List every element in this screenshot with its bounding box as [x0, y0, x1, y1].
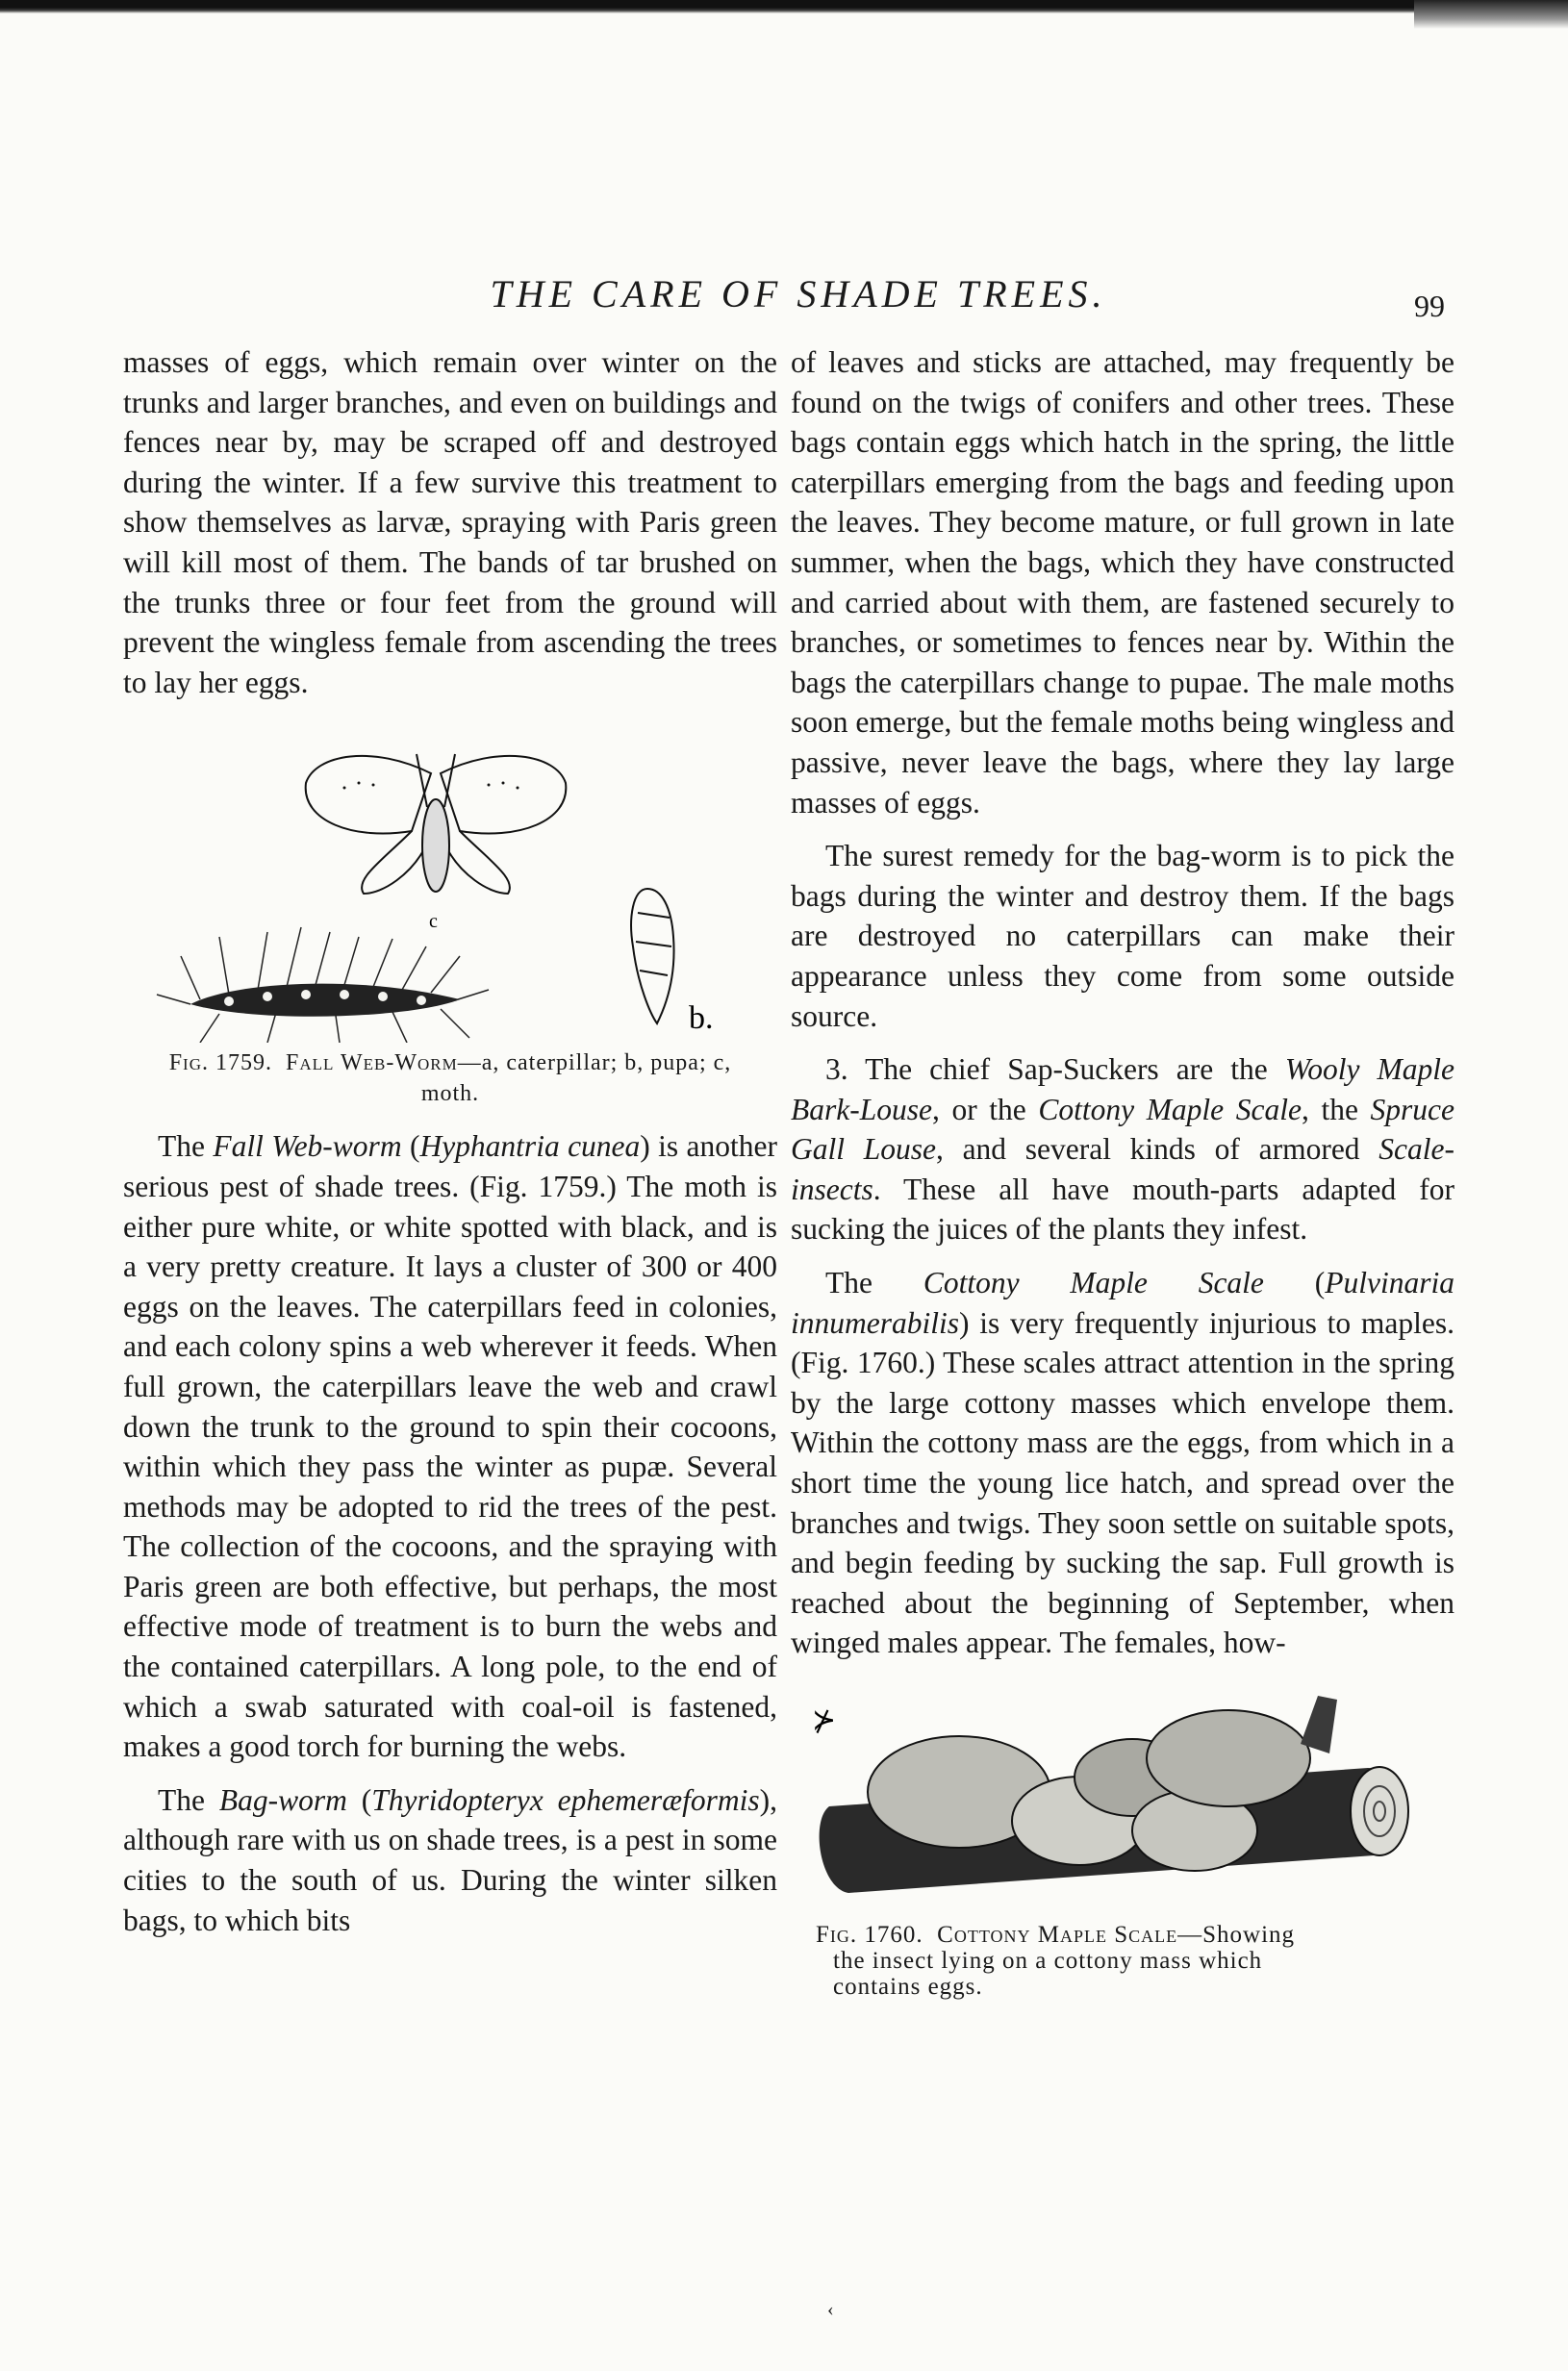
moth-drawing [306, 754, 567, 894]
figure-1760-caption-line-3: contains eggs. [833, 1974, 983, 2000]
text-run: ) is very frequently injurious to maples. (Fig. 1760.) These scales attract attention in the spring by the large cottony masses which envelope them. Within the cottony mass are the eggs, from which in a short time the young lice hatch, and spread over the branches and twigs. They soon settle on suitable spots, and begin feeding by sucking the sap. Full growth is reached about the beginning of September, when winged males appear. The females, how- [791, 1305, 1454, 1660]
running-head: THE CARE OF SHADE TREES. [490, 272, 1107, 315]
scale-insect-icon: ⊁ [812, 1703, 837, 1737]
italic-term: Scale-insects [791, 1132, 1454, 1206]
figure-1760-number: Fig. 1760. [816, 1922, 923, 1948]
scan-top-edge [0, 0, 1568, 13]
left-paragraph-1: masses of eggs, which remain over winter on the trunks and larger branches, and even on buildings and fences near by, may be scraped off and destroyed during the winter. If a few survive this treatment to show themselves as larvæ, spraying with Paris green will kill most of them. The bands of tar brushed on the trunks three or four feet from the ground will prevent the wingless female from ascending the trees to lay her eggs. [123, 345, 777, 699]
left-column [123, 342, 777, 1954]
text-run: , and several kinds of armored [935, 1132, 1379, 1167]
scan-corner-shadow [1414, 0, 1568, 29]
italic-common-name: Bag-worm [218, 1782, 347, 1817]
text-run: ( [346, 1782, 372, 1817]
figure-1760 [791, 1677, 1454, 2000]
right-column [791, 342, 1454, 2017]
right-paragraph-1: of leaves and sticks are attached, may frequently be found on the twigs of conifers and other trees. These bags contain eggs which hatch in the spring, the little caterpillars emerging from the bags and feeding upon the leaves. They become mature, or full grown in late summer, when the bags, which they have constructed and carried about with them, are fastened securely to branches, or sometimes to fences near by. Within the bags the caterpillars change to pupae. The male moths soon emerge, but the female moths being wingless and passive, never leave the bags, where they lay large masses of eggs. [791, 345, 1454, 820]
italic-term: Wooly Maple Bark-Louse [791, 1052, 1454, 1126]
pupa-drawing [631, 889, 673, 1023]
text-run: ( [1263, 1266, 1326, 1300]
figure-1760-caption [791, 1922, 1454, 2000]
right-paragraph-2: The surest remedy for the bag-worm is to pick the bags during the winter and destroy them. If the bags are destroyed no caterpillars can make their appearance unless they come from some outside source. [791, 839, 1454, 1033]
text-run: 3. The chief Sap-Suckers are the [825, 1052, 1285, 1087]
figure-1759-caption-rest: —a, caterpillar; b, pupa; c, moth. [420, 1050, 732, 1107]
text-run: . These all have mouth-parts adapted for sucking the juices of the plants they infest. [791, 1172, 1454, 1247]
figure-1760-caption-line-2: the insect lying on a cottony mass which [833, 1948, 1263, 1974]
bag-worm-paragraph [123, 1780, 777, 1940]
fall-web-worm-paragraph [123, 1126, 777, 1767]
figure-1760-caption-rest: —Showing [1177, 1922, 1296, 1948]
italic-term: Spruce Gall Louse [791, 1092, 1455, 1167]
page-number: 99 [1414, 289, 1445, 323]
caterpillar-drawing [157, 927, 489, 1043]
text-run: , or the [931, 1092, 1039, 1126]
text-run: ) is another serious pest of shade trees. (Fig. 1759.) The moth is either pure white, or white spotted with black, and is a very pretty creature. It lays a cluster of 300 or 400 eggs on the leaves. The caterpillars feed in colonies, and each colony spins a web wherever it feeds. When full grown, the caterpillars leave the web and crawl down the trunk to the ground to spin their cocoons, within which they pass the winter as pupæ. Several methods may be adopted to rid the trees of the pest. The collection of the cocoons, and the spraying with Paris green are both effective, but perhaps, the most effective mode of treatment is to burn the webs and the contained caterpillars. A long pole, to the end of which a swab saturated with coal-oil is fastened, makes a good torch for burning the webs. [123, 1129, 777, 1764]
text-run: The [158, 1782, 219, 1817]
text-run: The [158, 1129, 214, 1164]
figure-1759-title: Fall Web-Worm [286, 1050, 458, 1076]
text-run: ( [401, 1129, 420, 1164]
italic-scientific-name: Hyphantria cunea [419, 1129, 641, 1164]
figure-1759 [123, 716, 777, 1109]
text-run: ), although rare with us on shade trees, is a pest in some cities to the south of us. During the winter silken bags, to which bits [123, 1782, 777, 1937]
italic-common-name: Cottony Maple Scale [923, 1266, 1264, 1300]
moth-label: c [429, 911, 438, 933]
figure-1760-title: Cottony Maple Scale [937, 1922, 1178, 1948]
figure-1759-number: Fig. 1759. [168, 1050, 272, 1076]
cottony-maple-scale-paragraph [791, 1263, 1454, 1663]
fall-web-worm-illustration [123, 716, 777, 1043]
italic-scientific-name: Pulvinaria innumerabilis [791, 1266, 1454, 1340]
text-run: The [825, 1266, 923, 1300]
text-run: , the [1301, 1092, 1371, 1126]
pupa-label: b. [689, 1000, 714, 1037]
figure-1759-caption [123, 1047, 777, 1109]
italic-term: Cottony Maple Scale [1038, 1092, 1302, 1126]
italic-common-name: Fall Web-worm [213, 1129, 402, 1164]
cottony-maple-scale-illustration [791, 1677, 1454, 1917]
sap-suckers-paragraph [791, 1049, 1454, 1249]
bottom-mark: ‹ [827, 2299, 834, 2320]
italic-scientific-name: Thyridopteryx ephemeræformis [371, 1782, 760, 1817]
